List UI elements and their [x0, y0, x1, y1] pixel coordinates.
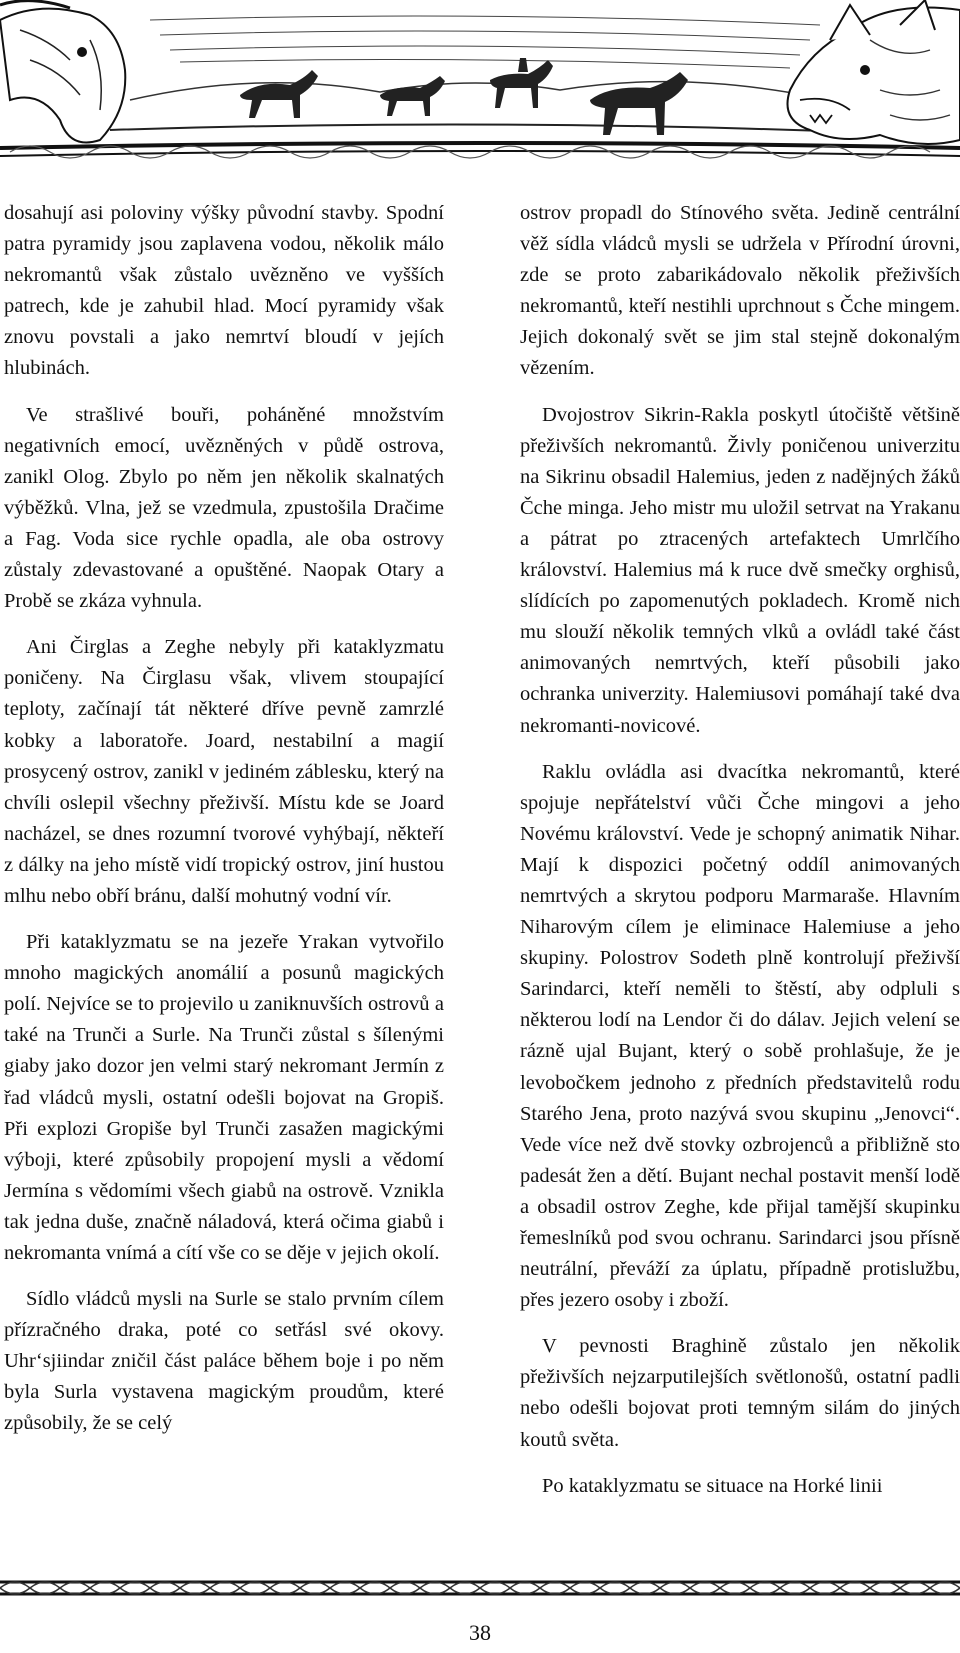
footer-border [0, 1572, 960, 1604]
paragraph: Raklu ovládla asi dvacítka nekromantů, které spojuje nepřátelství vůči Čche mingovi a jeho Novému království. Vede je schopný animatik Nihar. Mají k dispozici početný oddíl animovaných nemrtvých a skrytou podporu Marmaraše. Hlavním Niharovým cílem je eliminace Halemiuse a jeho skupiny. Polostrov Sodeth plně kontrolují přeživší Sarindarci, kteří neměli to štěstí, aby odpluli s některou lodí na Lendor či do dálav. Jejich velení se rázně ujal Bujant, který o sobě prohlašuje, že je levobočkem jednoho z předních představitelů rodu Starého Jena, proto nazývá svou skupinu „Jenovci“. Vede více než dvě stovky ozbrojenců a přibližně sto padesát žen a dětí. Bujant nechal postavit menší lodě a obsadil ostrov Zeghe, kde přijal tamější skupinku řemeslníků pod svou ochranu. Sarindarci jsou přísně neutrální, převáží za úplatu, případně protislužbu, přes jezero osoby i zboží. [520, 760, 960, 1312]
paragraph: Ve strašlivé bouři, poháněné množstvím negativních emocí, uvězněných v půdě ostrova, zanikl Olog. Zbylo po něm jen několik skalnatých výběžků. Vlna, jež se vzedmula, zpustošila Dračime a Fag. Voda sice rychle opadla, ale oba ostrovy zůstaly zdevastované a opuštěné. Naopak Otary a Probě se zkáza vyhnula. [4, 403, 444, 613]
paragraph: Dvojostrov Sikrin-Rakla poskytl útočiště většině přeživších nekromantů. Živly poničenou univerzitu na Sikrinu obsadil Halemius, jeden z nadějných žáků Čche minga. Jeho mistr mu uložil setrvat na Yrakanu a pátrat po ztracených artefaktech Umrlčího království. Halemius má k ruce dvě smečky orghisů, slídících po zapomenutých pokladech. Kromě nich mu slouží několik temných vlků a ovládl také část animovaných nemrtvých, kteří působili jako ochranka univerzity. Halemiusovi pomáhají také dva nekromanti-novicové. [520, 403, 960, 737]
horse-head-icon [0, 1, 125, 143]
sky-hatching [150, 16, 820, 68]
header-border [0, 143, 960, 158]
paragraph: Sídlo vládců mysli na Surle se stalo prvním cílem přízračného draka, poté co setřásl své okovy. Uhr‘sjiindar zničil část paláce během boje i po něm byla Surla vystavena magickým proudům, které způsobily, že se celý [4, 1288, 444, 1435]
left-column [4, 198, 444, 1455]
header-illustration [0, 0, 960, 180]
paragraph: ostrov propadl do Stínového světa. Jedině centrální věž sídla vládců mysli se udržela v Přírodní úrovni, zde se proto zabarikádovalo několik přeživších nekromantů, kteří nestihli uprchnout s Čche mingem. Jejich dokonalý svět se jim stal stejně dokonalým vězením. [520, 202, 960, 380]
paragraph: Po kataklyzmatu se situace na Horké linii [542, 1474, 883, 1497]
horse-herd-icon [240, 58, 688, 135]
paragraph: V pevnosti Braghině zůstalo jen několik přeživších nejzarputilejších světlonošů, ostatní padli nebo odešli bojovat proti temným silám do jiných koutů světa. [520, 1335, 960, 1451]
paragraph: dosahují asi poloviny výšky původní stavby. Spodní patra pyramidy jsou zaplavena vodou, několik málo nekromantů však zůstalo uvězněno ve vyšších patrech, kde je zahubil hlad. Mocí pyramidy však znovu povstali a jako nemrtví bloudí v jejích hlubinách. [4, 202, 444, 380]
paragraph: Při kataklyzmatu se na jezeře Yrakan vytvořilo mnoho magických anomálií a posunů magických polí. Nejvíce se to projevilo u zaniknuvších ostrovů a také na Trunči a Surle. Na Trunči zůstal s šílenými giaby jako dozor jen velmi starý nekromant Jermín z řad vládců mysli, ostatní odešli bojovat na Gropiš. Při explozi Gropiše byl Trunči zasažen magickými výboji, které způsobily propojení mysli a vědomí Jermína s vědomími všech giabů na ostrově. Vznikla tak jedna duše, značně náladová, která očima giabů i nekromanta vnímá a cítí vše co se děje v jejich okolí. [4, 931, 444, 1264]
wolf-head-icon [788, 0, 960, 144]
paragraph: Ani Čirglas a Zeghe nebyly při kataklyzmatu poničeny. Na Čirglasu však, vlivem stoupající teploty, začínají tát některé dříve pevně zamrzlé kobky a laboratoře. Joard, nestabilní a magií prosycený ostrov, zanikl v jediném záblesku, který na chvíli oslepil všechny přeživší. Místu kde se Joard nacházel, se dnes rozumní tvorové vyhýbají, někteří z dálky na jeho místě vidí tropický ostrov, jiní hustou mlhu nebo obří bránu, další mohutný vodní vír. [4, 636, 444, 907]
page-number: 38 [469, 1620, 491, 1645]
right-column [520, 198, 960, 1517]
